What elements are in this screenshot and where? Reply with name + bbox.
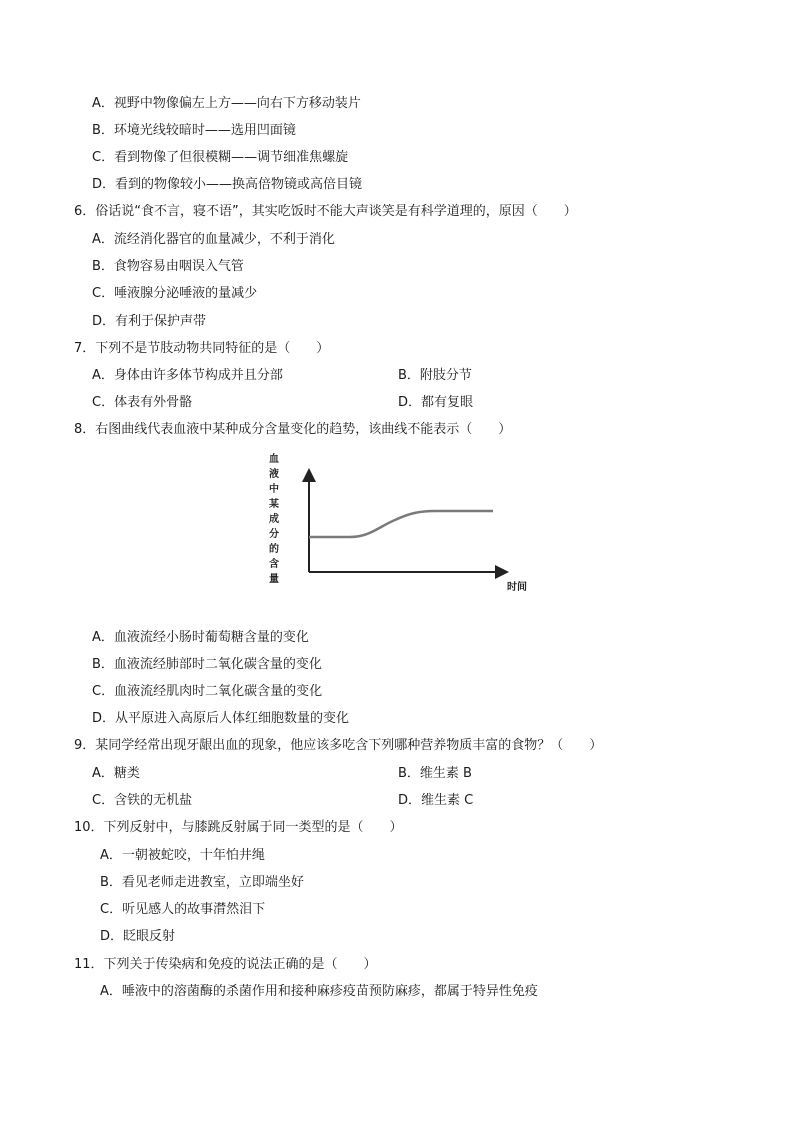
- q7-option-d: D．都有复眼: [398, 395, 474, 410]
- q8-option-b: B．血液流经肺部时二氧化碳含量的变化: [92, 657, 322, 672]
- q6-option-d: D．有利于保护声带: [92, 314, 207, 329]
- y-label-char: 血: [269, 454, 279, 465]
- y-label-char: 成: [269, 514, 279, 525]
- y-label-char: 的: [269, 544, 279, 555]
- q10-option-d: D．眨眼反射: [100, 929, 176, 944]
- q9-option-b: B．维生素 B: [398, 766, 472, 781]
- q7-stem: 7．下列不是节肢动物共同特征的是（ ）: [74, 341, 330, 356]
- q11-stem: 11．下列关于传染病和免疫的说法正确的是（ ）: [74, 957, 377, 972]
- y-axis-arrow: [302, 468, 316, 482]
- y-label-char: 量: [269, 574, 279, 585]
- q9-option-a: A．糖类: [92, 766, 140, 781]
- q10-option-a: A．一朝被蛇咬，十年怕井绳: [100, 848, 265, 863]
- q6-stem: 6．俗话说“食不言，寝不语”，其实吃饭时不能大声谈笑是有科学道理的，原因（ ）: [74, 204, 577, 219]
- q5-option-c: C．看到物像了但很模糊——调节细准焦螺旋: [92, 150, 349, 165]
- y-label-char: 含: [269, 559, 279, 570]
- q7-option-c: C．体表有外骨骼: [92, 395, 193, 410]
- q8-option-a: A．血液流经小肠时葡萄糖含量的变化: [92, 630, 309, 645]
- q7-option-b: B．附肢分节: [398, 368, 472, 383]
- q5-option-d: D．看到的物像较小——换高倍物镜或高倍目镜: [92, 177, 363, 192]
- y-axis-label: [268, 452, 279, 585]
- trend-figure: [265, 450, 535, 595]
- q11-option-a: A．唾液中的溶菌酶的杀菌作用和接种麻疹疫苗预防麻疹，都属于特异性免疫: [100, 984, 538, 999]
- q5-option-b: B．环境光线较暗时——选用凹面镜: [92, 123, 296, 138]
- q6-option-b: B．食物容易由咽误入气管: [92, 259, 244, 274]
- y-label-char: 中: [269, 484, 279, 495]
- y-label-char: 某: [269, 499, 279, 510]
- q9-option-d: D．维生素 C: [398, 793, 474, 808]
- q10-option-c: C．听见感人的故事潸然泪下: [100, 902, 266, 917]
- q10-option-b: B．看见老师走进教室，立即端坐好: [100, 875, 304, 890]
- q6-option-a: A．流经消化器官的血量减少，不利于消化: [92, 232, 335, 247]
- y-label-char: 分: [269, 529, 279, 540]
- x-axis-label: 时间: [507, 582, 527, 593]
- q5-option-a: A．视野中物像偏左上方——向右下方移动装片: [92, 96, 361, 111]
- q8-option-d: D．从平原进入高原后人体红细胞数量的变化: [92, 711, 350, 726]
- trend-curve: [309, 511, 493, 537]
- q8-option-c: C．血液流经肌肉时二氧化碳含量的变化: [92, 684, 323, 699]
- q6-option-c: C．唾液腺分泌唾液的量减少: [92, 286, 258, 301]
- x-axis-arrow: [495, 565, 509, 579]
- q8-stem: 8．右图曲线代表血液中某种成分含量变化的趋势，该曲线不能表示（ ）: [74, 422, 512, 437]
- q9-option-c: C．含铁的无机盐: [92, 793, 193, 808]
- y-label-char: 液: [269, 469, 279, 480]
- q7-option-a: A．身体由许多体节构成并且分部: [92, 368, 283, 383]
- q9-stem: 9．某同学经常出现牙龈出血的现象，他应该多吃含下列哪种营养物质丰富的食物？（ ）: [74, 738, 603, 753]
- q10-stem: 10．下列反射中，与膝跳反射属于同一类型的是（ ）: [74, 820, 403, 835]
